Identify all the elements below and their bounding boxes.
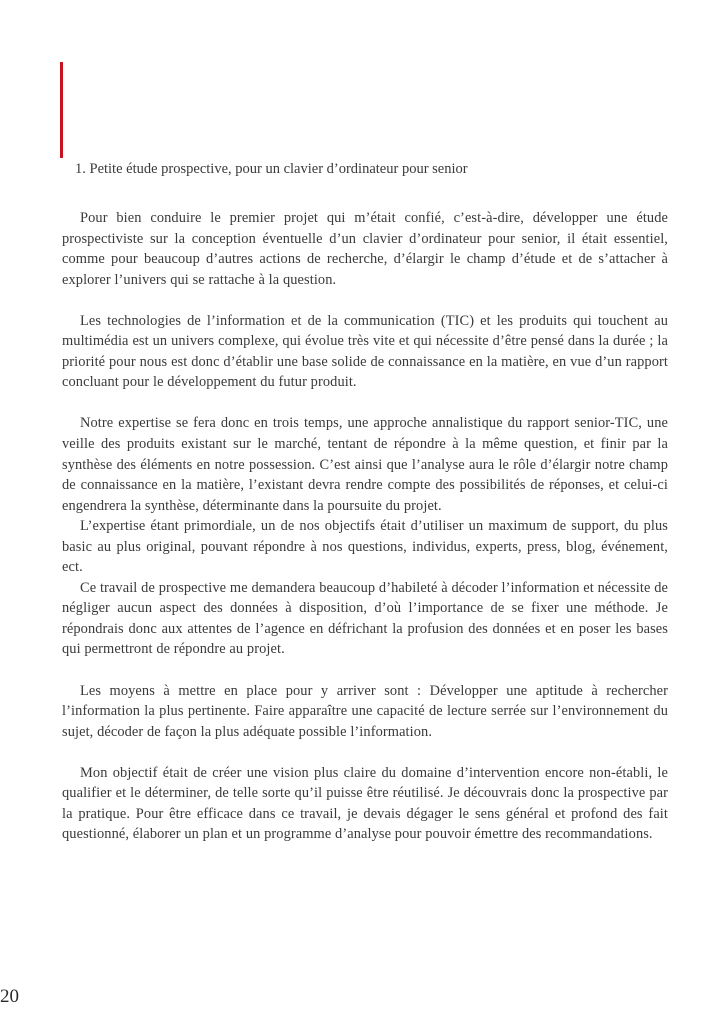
paragraph-goal: Mon objectif était de créer une vision plus claire du domaine d’intervention encore non-établi, le qualifier et le déterminer, de telle sorte qu’il puisse être réutilisé. Je découvrais donc la prospective par la pratique. Pour être efficace dans ce travail, je devais dégager le sens général et profond des fait questionné, élaborer un plan et un programme d’analyse pour pouvoir émettre des recommandations.	[62, 764, 668, 843]
body-text	[62, 208, 668, 845]
section-heading: 1. Petite étude prospective, pour un clavier d’ordinateur pour senior	[75, 161, 468, 177]
paragraph-means: Les moyens à mettre en place pour y arriver sont : Développer une aptitude à rechercher l’information la plus pertinente. Faire apparaître une capacité de lecture serrée sur l’environnement du sujet, décoder de façon la plus adéquate possible l’information.	[62, 682, 668, 740]
page-number: 20	[0, 986, 19, 1007]
paragraph-expertise-plan: Notre expertise se fera donc en trois temps, une approche annalistique du rapport senior-TIC, une veille des produits existant sur le marché, tentant de répondre à la même question, et finir par la synthèse des éléments en notre possession. C’est ainsi que l’analyse aura le rôle d’élargir notre champ de connaissance en la matière, l’existant devra rendre compte des possibilités de réponses, et celui-ci engendrera la synthèse, déterminante dans la poursuite du projet.	[62, 415, 668, 514]
paragraph-method: Ce travail de prospective me demandera beaucoup d’habileté à décoder l’information et nécessite de négliger aucun aspect des données à disposition, d’où l’importance de se fixer une méthode. Je répondrais donc aux attentes de l’agence en défrichant la profusion des données et en poser les bases qui permettront de répondre au projet.	[62, 579, 668, 658]
paragraph-objectives: L’expertise étant primordiale, un de nos objectifs était d’utiliser un maximum de support, du plus basic au plus original, pouvant répondre à nos questions, individus, experts, press, blog, événement, ect.	[62, 518, 668, 576]
paragraph-tic: Les technologies de l’information et de la communication (TIC) et les produits qui touchent au multimédia est un univers complexe, qui évolue très vite et qui nécessite d’être pensé dans la durée ; la priorité pour nous est donc d’établir une base solide de connaissance en la matière, en vue d’un rapport concluant pour le développement du futur produit.	[62, 312, 668, 391]
paragraph-intro: Pour bien conduire le premier projet qui m’était confié, c’est-à-dire, développer une étude prospectiviste sur la conception éventuelle d’un clavier d’ordinateur pour senior, il était essentiel, comme pour beaucoup d’autres actions de recherche, d’élargir le champ d’étude et de s’attacher à explorer l’univers qui se rattache à la question.	[62, 210, 668, 288]
accent-bar	[60, 62, 63, 158]
